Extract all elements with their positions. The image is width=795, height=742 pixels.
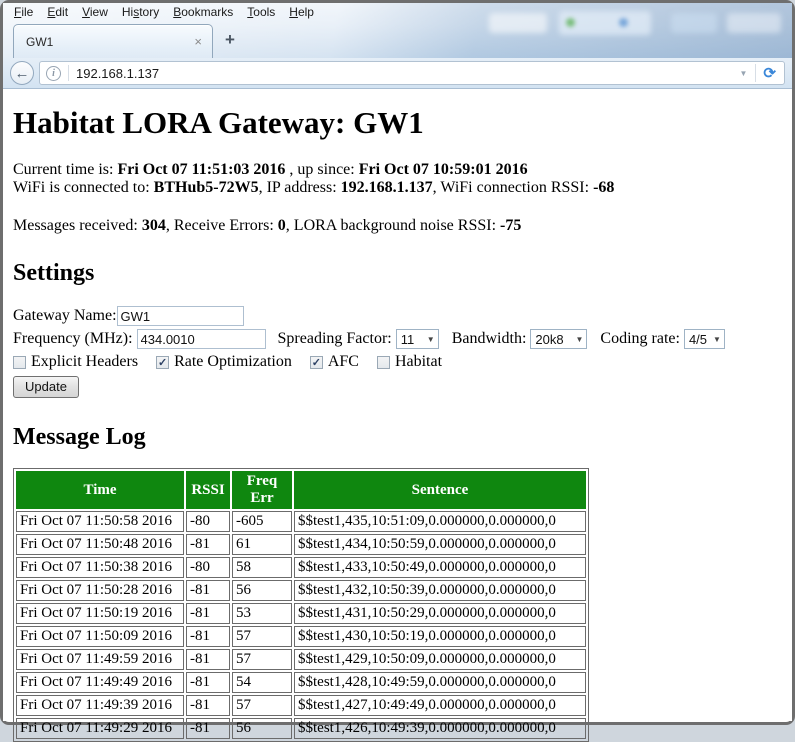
text-segment: Current time is: xyxy=(13,161,118,178)
coding-rate-value: 4/5 xyxy=(688,331,708,347)
table-row xyxy=(16,672,586,693)
table-cell: $$test1,434,10:50:59,0.000000,0.000000,0 xyxy=(294,534,586,555)
table-header-row xyxy=(16,471,586,509)
menu-item-tools[interactable] xyxy=(240,5,282,19)
bandwidth-value: 20k8 xyxy=(535,331,564,347)
table-cell: $$test1,428,10:49:59,0.000000,0.000000,0 xyxy=(294,672,586,693)
menu-item-text: ools xyxy=(253,5,276,19)
table-cell: 53 xyxy=(232,603,292,624)
text-segment: Fri Oct 07 10:59:01 2016 xyxy=(358,161,528,178)
bandwidth-select[interactable] xyxy=(530,329,587,349)
frequency-row xyxy=(13,329,782,349)
menu-item-text: E xyxy=(47,5,56,19)
background-window-ghost xyxy=(671,13,717,33)
rate-optimization-checkbox[interactable]: ✓ xyxy=(157,356,168,369)
checkbox-item-rate-optimization xyxy=(156,353,292,371)
menu-item-text: ile xyxy=(21,5,34,19)
table-cell: -80 xyxy=(186,511,230,532)
habitat-checkbox-label: Habitat xyxy=(394,353,443,370)
table-cell: 57 xyxy=(232,695,292,716)
text-segment: -75 xyxy=(500,217,522,234)
divider xyxy=(68,65,69,81)
column-header-sentence: Sentence xyxy=(294,471,586,509)
coding-rate-select[interactable] xyxy=(684,329,725,349)
tab-gw1[interactable] xyxy=(13,24,213,58)
browser-chrome-top xyxy=(3,3,792,58)
chevron-down-icon: ▼ xyxy=(575,334,584,344)
message-stats-line xyxy=(13,217,782,235)
navigation-bar xyxy=(3,58,792,89)
text-segment: 304 xyxy=(141,217,166,234)
menu-item-text: B xyxy=(173,5,182,19)
table-cell: Fri Oct 07 11:50:58 2016 xyxy=(16,511,184,532)
gateway-name-input[interactable] xyxy=(117,306,244,326)
table-cell: -81 xyxy=(186,718,230,739)
update-button[interactable]: Update xyxy=(13,376,79,398)
table-body xyxy=(16,511,586,739)
text-segment: 0 xyxy=(277,217,286,234)
table-cell: $$test1,431,10:50:29,0.000000,0.000000,0 xyxy=(294,603,586,624)
menu-item-text: T xyxy=(247,5,254,19)
table-cell: 54 xyxy=(232,672,292,693)
table-cell: 56 xyxy=(232,718,292,739)
table-cell: $$test1,435,10:51:09,0.000000,0.000000,0 xyxy=(294,511,586,532)
frequency-label: Frequency (MHz): xyxy=(13,330,137,347)
column-header-rssi: RSSI xyxy=(186,471,230,509)
table-row xyxy=(16,626,586,647)
table-cell: Fri Oct 07 11:49:39 2016 xyxy=(16,695,184,716)
message-log-heading: Message Log xyxy=(13,424,146,450)
table-cell: -81 xyxy=(186,695,230,716)
table-cell: $$test1,432,10:50:39,0.000000,0.000000,0 xyxy=(294,580,586,601)
table-cell: Fri Oct 07 11:49:49 2016 xyxy=(16,672,184,693)
menu-item-text: F xyxy=(14,5,22,19)
text-segment: , LORA background noise RSSI: xyxy=(285,217,501,234)
page-title: Habitat LORA Gateway: GW1 xyxy=(13,105,424,140)
rate-optimization-checkbox-label: Rate Optimization xyxy=(174,353,292,370)
spreading-factor-label: Spreading Factor: xyxy=(277,330,396,347)
table-row xyxy=(16,557,586,578)
coding-rate-label: Coding rate: xyxy=(600,330,684,347)
menu-item-text: ookmarks xyxy=(181,5,234,19)
explicit-headers-checkbox[interactable] xyxy=(13,356,26,369)
text-segment: Fri Oct 07 11:51:03 2016 xyxy=(117,161,286,178)
menu-item-text: s xyxy=(133,5,140,19)
table-cell: 57 xyxy=(232,649,292,670)
background-window-ghost xyxy=(566,18,575,27)
message-log-table xyxy=(13,468,589,742)
table-cell: -81 xyxy=(186,649,230,670)
chevron-down-icon: ▼ xyxy=(713,334,721,344)
checkbox-row xyxy=(13,353,782,371)
menu-item-file[interactable] xyxy=(7,5,40,19)
table-cell: $$test1,430,10:50:19,0.000000,0.000000,0 xyxy=(294,626,586,647)
menu-item-text: elp xyxy=(297,5,314,19)
afc-checkbox-label: AFC xyxy=(327,353,359,370)
table-cell: $$test1,427,10:49:49,0.000000,0.000000,0 xyxy=(294,695,586,716)
text-segment: BTHub5-72W5 xyxy=(153,179,259,196)
menu-item-text: V xyxy=(82,5,90,19)
chevron-down-icon: ▼ xyxy=(426,334,435,344)
text-segment: , up since: xyxy=(285,161,359,178)
history-dropdown-icon[interactable]: ▼ xyxy=(739,68,748,78)
text-segment: Messages received: xyxy=(13,217,142,234)
text-segment: -68 xyxy=(593,179,615,196)
url-bar[interactable] xyxy=(39,61,785,85)
table-cell: Fri Oct 07 11:50:28 2016 xyxy=(16,580,184,601)
tab-close-icon[interactable]: × xyxy=(194,34,202,49)
table-row xyxy=(16,718,586,739)
settings-heading: Settings xyxy=(13,260,95,286)
table-cell: Fri Oct 07 11:50:48 2016 xyxy=(16,534,184,555)
table-cell: $$test1,426,10:49:39,0.000000,0.000000,0 xyxy=(294,718,586,739)
table-cell: 61 xyxy=(232,534,292,555)
table-cell: $$test1,433,10:50:49,0.000000,0.000000,0 xyxy=(294,557,586,578)
table-row xyxy=(16,695,586,716)
back-button[interactable] xyxy=(10,61,34,85)
afc-checkbox[interactable]: ✓ xyxy=(311,356,321,369)
table-cell: 56 xyxy=(232,580,292,601)
menu-item-view[interactable] xyxy=(75,5,115,19)
table-cell: 57 xyxy=(232,626,292,647)
status-lines xyxy=(13,161,782,197)
text-segment: 192.168.1.137 xyxy=(340,179,433,196)
menu-item-text: H xyxy=(289,5,298,19)
table-row xyxy=(16,580,586,601)
frequency-input[interactable] xyxy=(137,329,266,349)
checkbox-item-habitat xyxy=(377,353,442,371)
spreading-factor-value: 11 xyxy=(400,331,415,347)
table-row xyxy=(16,649,586,670)
table-cell: Fri Oct 07 11:50:19 2016 xyxy=(16,603,184,624)
table-cell: Fri Oct 07 11:49:59 2016 xyxy=(16,649,184,670)
text-segment: , IP address: xyxy=(258,179,341,196)
column-header-time: Time xyxy=(16,471,184,509)
background-window-ghost xyxy=(489,13,547,33)
wifi-status-line xyxy=(13,179,614,196)
text-segment: , Receive Errors: xyxy=(165,217,278,234)
explicit-headers-checkbox-label: Explicit Headers xyxy=(31,353,139,370)
menubar xyxy=(7,3,321,21)
checkbox-item-explicit-headers xyxy=(13,353,138,371)
table-cell: -81 xyxy=(186,626,230,647)
table-cell: $$test1,429,10:50:09,0.000000,0.000000,0 xyxy=(294,649,586,670)
column-header-freq-err: Freq Err xyxy=(232,471,292,509)
menu-item-help[interactable] xyxy=(282,5,321,19)
checkbox-item-afc xyxy=(310,353,359,371)
table-cell: -81 xyxy=(186,603,230,624)
table-row xyxy=(16,511,586,532)
background-window-ghost xyxy=(727,13,781,33)
background-window-ghost xyxy=(619,18,628,27)
menu-item-bookmarks[interactable] xyxy=(166,5,240,19)
menu-item-history[interactable] xyxy=(115,5,166,19)
reload-icon[interactable]: ⟳ xyxy=(755,64,784,82)
new-tab-button[interactable]: + xyxy=(225,30,235,49)
tab-title: GW1 xyxy=(26,34,54,49)
menu-item-text: tory xyxy=(139,5,160,19)
menu-item-text: Hi xyxy=(121,5,134,19)
table-cell: Fri Oct 07 11:50:09 2016 xyxy=(16,626,184,647)
table-row xyxy=(16,603,586,624)
text-segment: , WiFi connection RSSI: xyxy=(432,179,594,196)
text-segment: WiFi is connected to: xyxy=(13,179,154,196)
habitat-checkbox[interactable] xyxy=(377,356,390,369)
bandwidth-label: Bandwidth: xyxy=(451,330,531,347)
site-info-icon[interactable]: i xyxy=(46,66,61,81)
table-cell: -81 xyxy=(186,580,230,601)
table-row xyxy=(16,534,586,555)
gateway-name-row xyxy=(13,306,782,326)
current-time-line xyxy=(13,161,528,178)
table-cell: Fri Oct 07 11:50:38 2016 xyxy=(16,557,184,578)
spreading-factor-select[interactable] xyxy=(396,329,439,349)
table-cell: Fri Oct 07 11:49:29 2016 xyxy=(16,718,184,739)
menu-item-text: iew xyxy=(89,5,108,19)
menu-item-text: dit xyxy=(55,5,69,19)
menu-item-edit[interactable] xyxy=(40,5,75,19)
table-cell: -605 xyxy=(232,511,292,532)
table-cell: -81 xyxy=(186,534,230,555)
table-cell: 58 xyxy=(232,557,292,578)
page-content xyxy=(3,89,792,736)
gateway-name-label: Gateway Name: xyxy=(13,307,117,324)
url-text[interactable]: 192.168.1.137 xyxy=(76,65,160,81)
table-cell: -80 xyxy=(186,557,230,578)
back-arrow-icon: ← xyxy=(14,64,30,82)
table-cell: -81 xyxy=(186,672,230,693)
